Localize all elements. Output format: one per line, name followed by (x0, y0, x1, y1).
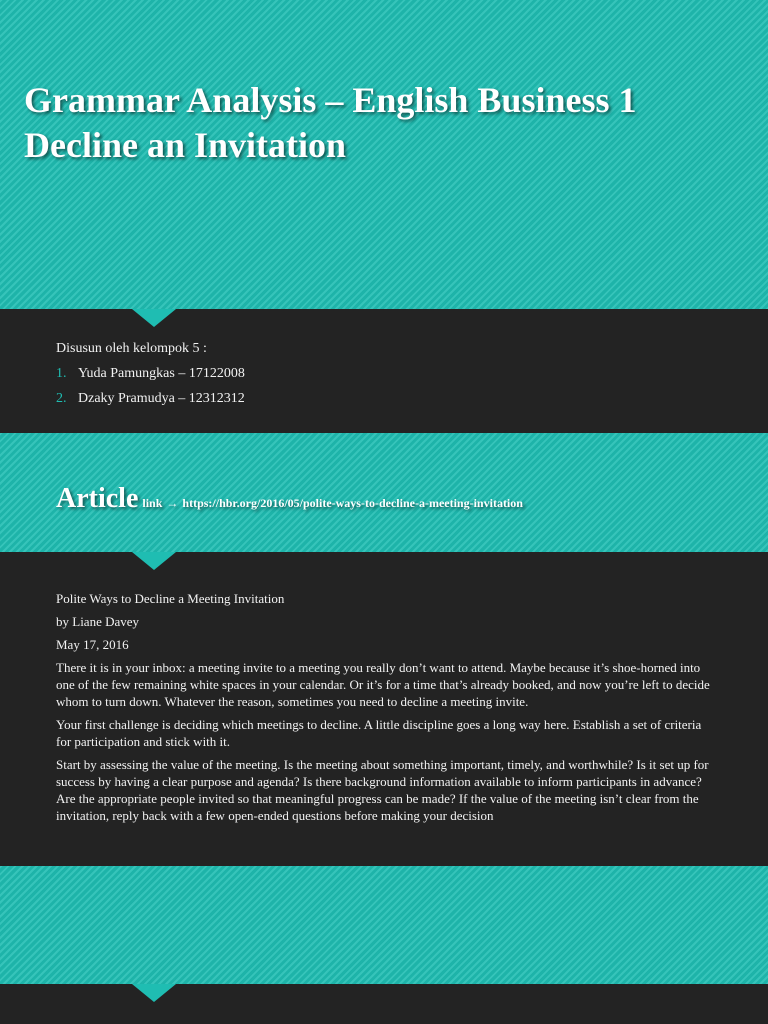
list-number: 2. (56, 391, 67, 406)
article-byline: by Liane Davey (56, 614, 140, 629)
section-notch (132, 552, 176, 570)
article-link-label: link (142, 496, 163, 510)
group-intro: Disusun oleh kelompok 5 : (56, 341, 207, 356)
group-members (56, 336, 245, 411)
title-line-1: Grammar Analysis – English Business 1 (24, 80, 637, 120)
member-name: Yuda Pamungkas – 17122008 (78, 366, 245, 381)
article-body (56, 590, 711, 830)
list-item (56, 386, 245, 411)
member-list (56, 361, 245, 411)
article-paragraph: There it is in your inbox: a meeting invite to a meeting you really don’t want to attend. Maybe because it’s shoe-horned into one of the few remaining white spaces in your calendar. Or it’s for a time that’s already booked, and now you’re left to decide whom to turn down. Whatever the reason, sometimes you need to decline a meeting invite. (56, 660, 710, 709)
arrow-right-icon: → (166, 496, 179, 510)
section-notch (132, 984, 176, 1002)
article-headline: Polite Ways to Decline a Meeting Invitation (56, 591, 285, 606)
page-title (24, 78, 636, 168)
section-notch (132, 309, 176, 327)
list-number: 1. (56, 366, 67, 381)
list-item (56, 361, 245, 386)
member-name: Dzaky Pramudya – 12312312 (78, 391, 245, 406)
article-heading (56, 483, 523, 515)
article-paragraph: Start by assessing the value of the meeting. Is the meeting about something important, timely, and worthwhile? Is it set up for success by having a clear purpose and agenda? Is there background information available to inform participants in advance? Are the appropriate people invited so that meaningful progress can be made? If the value of the meeting isn’t clear from the invitation, reply back with a few open-ended questions before making your decision (56, 757, 709, 823)
article-link[interactable]: https://hbr.org/2016/05/polite-ways-to-decline-a-meeting-invitation (182, 496, 523, 510)
article-title: Article (56, 483, 139, 514)
article-paragraph: Your first challenge is deciding which meetings to decline. A little discipline goes a long way here. Establish a set of criteria for participation and stick with it. (56, 717, 702, 749)
next-slide-background (0, 866, 768, 984)
title-line-2: Decline an Invitation (24, 125, 347, 165)
article-date: May 17, 2016 (56, 637, 129, 652)
next-slide-footer (0, 984, 768, 1024)
